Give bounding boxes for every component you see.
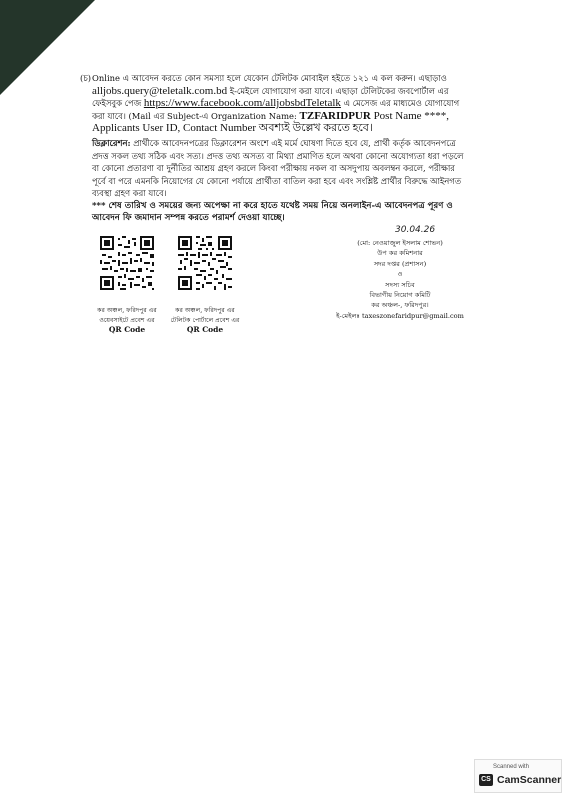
declaration-paragraph — [92, 137, 470, 200]
handwritten-signature: 30.04.26 — [395, 225, 436, 235]
qr-code-icon — [100, 236, 154, 290]
qr-label: QR Code — [186, 325, 224, 335]
email-suffix: ই-মেইলে যোগাযোগ করা যাবে। এছাড়া টেলিটকের জবপোর্টাল এর — [227, 85, 449, 96]
contact-line1: Online এ আবেদন করতে কোন সমস্যা হলে যেকোন টেলিটক মোবাইল হইতে ১২১ এ কল করুন। এছাড়াও — [92, 73, 447, 83]
declaration-heading: ডিক্লারেশন: — [92, 138, 131, 148]
signatory-office: সদর দপ্তর (প্রশাসন) — [373, 259, 427, 268]
scanned-with-text: Scanned with — [493, 764, 530, 770]
qr-caption-line: ওয়েবসাইটে প্রবেশ এর — [99, 316, 155, 324]
signatory-committee: বিভাগীয় নিয়োগ কমিটি — [369, 291, 431, 300]
camscanner-badge — [474, 759, 562, 793]
camscanner-logo-icon: CS — [479, 774, 493, 786]
camscanner-text: CamScanner — [497, 774, 562, 786]
signatory-title: উপ কর কমিশনার — [377, 249, 423, 258]
facebook-prefix: ফেইসবুক পেজ — [92, 98, 144, 109]
signatory-and: ও — [397, 270, 403, 279]
qr-label: QR Code — [108, 325, 146, 335]
signatory-role: সদস্য সচিব — [385, 280, 415, 289]
qr-caption-line: টেলিটক পোর্টালে প্রবেশ এর — [170, 316, 240, 324]
qr-caption-website — [82, 306, 172, 335]
qr-caption-line: কর অঞ্চল, ফরিদপুর এর — [97, 307, 157, 314]
contact-paragraph — [80, 72, 470, 135]
qr-code-icon — [178, 236, 232, 290]
qr-caption-teletalk — [160, 306, 250, 335]
signatory-email[interactable]: ই-মেইলঃ taxeszonefaridpur@gmail.com — [336, 311, 464, 320]
facebook-suffix: এ মেসেজ এর মাধ্যমেও যোগাযোগ করা যাবে। (Mail এর Subject-এ Organization Name: — [92, 98, 460, 121]
website-qr-code[interactable] — [100, 236, 154, 290]
signatory-name: (মো: নেওয়াজুল ইসলাম শোভন) — [357, 239, 443, 247]
signatory-zone: কর অঞ্চল-, ফরিদপুর। — [371, 301, 429, 310]
support-email[interactable]: alljobs.query@teletalk.com.bd — [92, 84, 228, 97]
post-name-text: Post Name ****, Applicants User ID, Contact Number অবশ্যই উল্লেখ করতে হবে। — [92, 109, 450, 135]
teletalk-qr-code[interactable] — [178, 236, 232, 290]
signature-block — [320, 238, 480, 321]
item-label: (চ) — [80, 73, 92, 83]
declaration-text: প্রার্থীকে আবেদনপত্রের ডিক্লারেশন অংশে এই মর্মে ঘোষণা দিতে হবে যে, প্রার্থী কর্তৃক আবেদনপত্রে প্রদত্ত সকল তথ্য সঠিক এবং সত্য। প্রদত্ত তথ্য অসত্য বা মিথ্যা প্রমাণিত হলে অথবা কোনো অযোগ্যতা ধরা পড়লে বা কোনো প্রতারণা বা দুর্নীতির আশ্রয় গ্রহণ করলে কিংবা পরীক্ষায় নকল বা অসদুপায় অবলম্বন করলে, পরীক্ষার পূর্বে বা পরে এমনকি নিয়োগের যে কোনো পর্যায়ে প্রার্থীতা বাতিল করা হবে এবং সংশ্লিষ্ট প্রার্থীর বিরুদ্ধে আইনগত ব্যবস্থা গ্রহণ করা যাবে। — [92, 138, 464, 199]
org-name: TZFARIDPUR — [299, 109, 371, 122]
deadline-notice: *** শেষ তারিখ ও সময়ের জন্য অপেক্ষা না করে হাতে যথেষ্ট সময় নিয়ে অনলাইন-এ আবেদনপত্র পূরণ ও আবেদন ফি জমাদান সম্পন্ন করতে পরামর্শ দেওয়া যাচ্ছে। — [92, 201, 453, 224]
qr-caption-line: কর অঞ্চল, ফরিদপুর এর — [175, 307, 235, 314]
facebook-link[interactable]: https://www.facebook.com/alljobsbdTeletalk — [143, 97, 341, 110]
